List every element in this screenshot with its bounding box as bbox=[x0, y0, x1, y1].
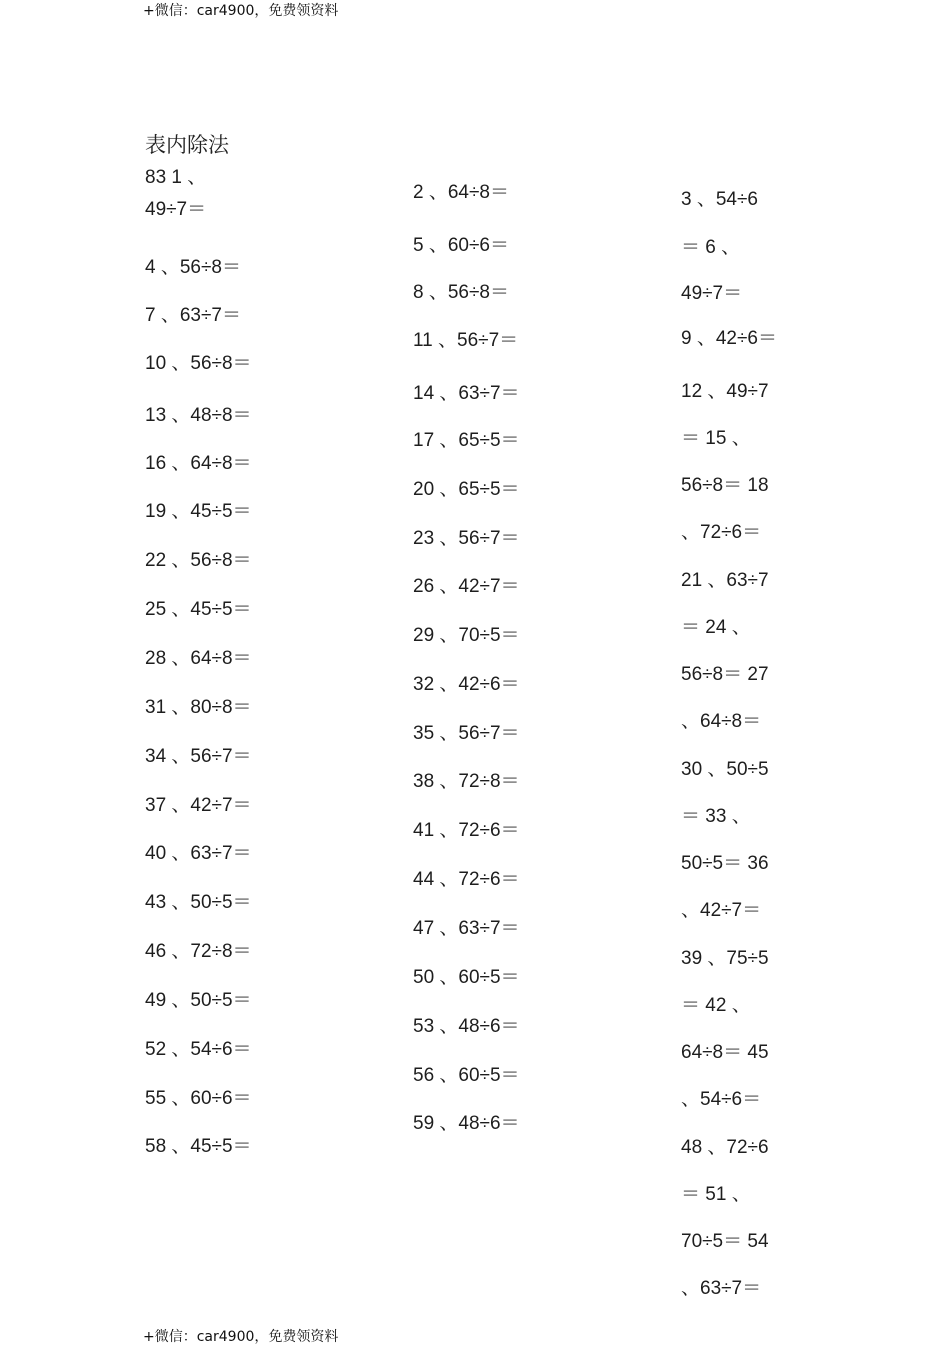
exercise-line-middle: 38 、72÷8＝ bbox=[413, 771, 520, 792]
exercise-line-middle: 11 、56÷7＝ bbox=[413, 330, 519, 351]
exercise-line-middle: 35 、56÷7＝ bbox=[413, 723, 520, 744]
exercise-line-right: ＝ 24 、 bbox=[681, 617, 751, 638]
exercise-line-right: 、72÷6＝ bbox=[681, 522, 762, 543]
exercise-line-right: 50÷5＝ 36 bbox=[681, 853, 769, 874]
exercise-line-middle: 50 、60÷5＝ bbox=[413, 967, 520, 988]
exercise-line-middle: 44 、72÷6＝ bbox=[413, 869, 520, 890]
exercise-line-middle: 8 、56÷8＝ bbox=[413, 282, 509, 303]
exercise-line-middle: 32 、42÷6＝ bbox=[413, 674, 520, 695]
exercise-line-left: 49 、50÷5＝ bbox=[145, 990, 252, 1011]
exercise-line-right: 、64÷8＝ bbox=[681, 711, 762, 732]
exercise-line-middle: 5 、60÷6＝ bbox=[413, 235, 509, 256]
exercise-line-left: 16 、64÷8＝ bbox=[145, 453, 252, 474]
exercise-line-middle: 17 、65÷5＝ bbox=[413, 430, 520, 451]
exercise-line-right: 39 、75÷5 bbox=[681, 948, 769, 969]
exercise-line-middle: 53 、48÷6＝ bbox=[413, 1016, 520, 1037]
page-title: 表内除法 bbox=[145, 133, 229, 157]
exercise-line-right: ＝ 15 、 bbox=[681, 428, 751, 449]
exercise-line-right: 、63÷7＝ bbox=[681, 1278, 762, 1299]
exercise-line-right: ＝ 6 、 bbox=[681, 237, 741, 258]
exercise-line-right: 49÷7＝ bbox=[681, 283, 743, 304]
exercise-line-left: 31 、80÷8＝ bbox=[145, 697, 252, 718]
watermark-footer: +微信：car4900，免费领资料 bbox=[143, 1329, 339, 1345]
exercise-line-left: 58 、45÷5＝ bbox=[145, 1136, 252, 1157]
exercise-line-left: 40 、63÷7＝ bbox=[145, 843, 252, 864]
exercise-line-middle: 23 、56÷7＝ bbox=[413, 528, 520, 549]
exercise-line-right: ＝ 42 、 bbox=[681, 995, 751, 1016]
exercise-line-right: 、42÷7＝ bbox=[681, 900, 762, 921]
exercise-line-left: 22 、56÷8＝ bbox=[145, 550, 252, 571]
exercise-line-middle: 59 、48÷6＝ bbox=[413, 1113, 520, 1134]
exercise-line-left: 25 、45÷5＝ bbox=[145, 599, 252, 620]
exercise-line-left: 13 、48÷8＝ bbox=[145, 405, 252, 426]
exercise-line-right: 56÷8＝ 18 bbox=[681, 475, 769, 496]
exercise-line-middle: 41 、72÷6＝ bbox=[413, 820, 520, 841]
exercise-line-left: 49÷7＝ bbox=[145, 199, 207, 220]
exercise-line-right: 56÷8＝ 27 bbox=[681, 664, 769, 685]
exercise-line-middle: 47 、63÷7＝ bbox=[413, 918, 520, 939]
exercise-line-right: 64÷8＝ 45 bbox=[681, 1042, 769, 1063]
watermark-header: +微信：car4900，免费领资料 bbox=[143, 3, 339, 19]
exercise-line-middle: 29 、70÷5＝ bbox=[413, 625, 520, 646]
exercise-line-left: 34 、56÷7＝ bbox=[145, 746, 252, 767]
exercise-line-right: 30 、50÷5 bbox=[681, 759, 769, 780]
exercise-line-right: ＝ 33 、 bbox=[681, 806, 751, 827]
exercise-line-middle: 14 、63÷7＝ bbox=[413, 383, 520, 404]
exercise-line-right: 48 、72÷6 bbox=[681, 1137, 769, 1158]
exercise-line-left: 55 、60÷6＝ bbox=[145, 1088, 252, 1109]
exercise-line-right: 21 、63÷7 bbox=[681, 570, 769, 591]
exercise-line-right: 9 、42÷6＝ bbox=[681, 328, 777, 349]
exercise-line-right: 12 、49÷7 bbox=[681, 381, 769, 402]
exercise-line-middle: 20 、65÷5＝ bbox=[413, 479, 520, 500]
exercise-line-middle: 2 、64÷8＝ bbox=[413, 182, 509, 203]
exercise-line-middle: 56 、60÷5＝ bbox=[413, 1065, 520, 1086]
exercise-line-left: 52 、54÷6＝ bbox=[145, 1039, 252, 1060]
exercise-line-middle: 26 、42÷7＝ bbox=[413, 576, 520, 597]
exercise-line-left: 28 、64÷8＝ bbox=[145, 648, 252, 669]
exercise-line-right: 3 、54÷6 bbox=[681, 189, 758, 210]
exercise-line-left: 4 、56÷8＝ bbox=[145, 257, 241, 278]
exercise-line-right: ＝ 51 、 bbox=[681, 1184, 751, 1205]
exercise-line-right: 70÷5＝ 54 bbox=[681, 1231, 769, 1252]
exercise-line-left: 83 1 、 bbox=[145, 167, 207, 188]
exercise-line-left: 37 、42÷7＝ bbox=[145, 795, 252, 816]
exercise-line-left: 7 、63÷7＝ bbox=[145, 305, 241, 326]
exercise-line-right: 、54÷6＝ bbox=[681, 1089, 762, 1110]
exercise-line-left: 46 、72÷8＝ bbox=[145, 941, 252, 962]
exercise-line-left: 43 、50÷5＝ bbox=[145, 892, 252, 913]
exercise-line-left: 10 、56÷8＝ bbox=[145, 353, 252, 374]
exercise-line-left: 19 、45÷5＝ bbox=[145, 501, 252, 522]
